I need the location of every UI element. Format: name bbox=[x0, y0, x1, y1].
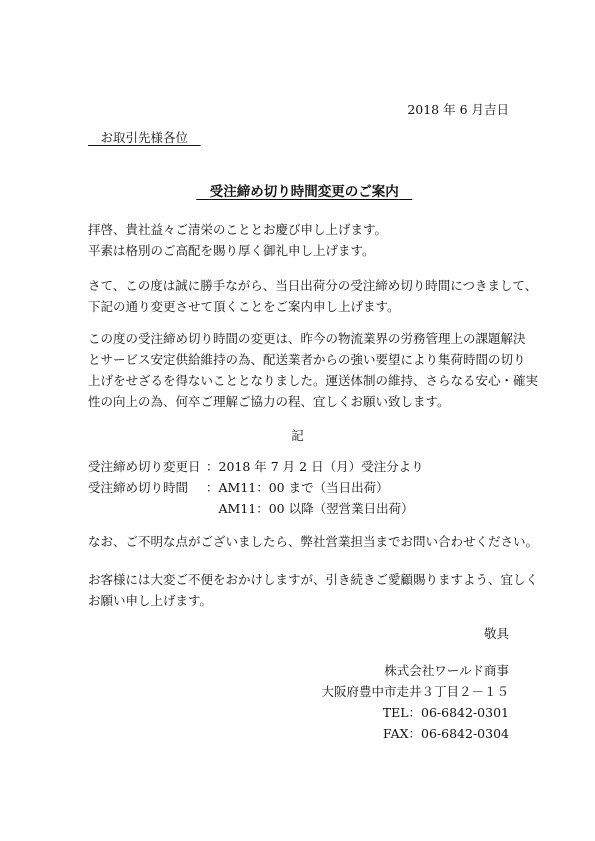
reason-line: 性の向上の為、何卒ご理解ご協力の程、宜しくお願い致します。 bbox=[88, 394, 450, 409]
company-fax: FAX：06-6842-0304 bbox=[383, 726, 509, 741]
company-address: 大阪府豊中市走井３丁目２－１５ bbox=[321, 684, 509, 699]
closing-line: お願い申し上げます。 bbox=[88, 593, 213, 608]
keigu: 敬具 bbox=[483, 626, 509, 641]
company-block bbox=[321, 660, 509, 744]
greeting-paragraph bbox=[88, 219, 387, 261]
change-date-row bbox=[88, 456, 424, 477]
intro-paragraph bbox=[88, 275, 537, 317]
cutoff-time-row-2 bbox=[88, 498, 424, 519]
closing-paragraph bbox=[88, 569, 538, 611]
document-title bbox=[0, 180, 595, 200]
document-title-text: 受注締め切り時間変更のご案内 bbox=[209, 184, 399, 200]
change-date-value: ：2018 年 7 月 2 日（月）受注分より bbox=[206, 459, 424, 474]
details-block bbox=[88, 456, 424, 519]
reason-line: この度の受注締め切り時間の変更は、昨今の物流業界の労務管理上の課題解決 bbox=[88, 331, 526, 346]
inquiry-line: なお、ご不明な点がございましたら、弊社営業担当までお問い合わせください。 bbox=[88, 534, 539, 549]
intro-line: さて、この度は誠に勝手ながら、当日出荷分の受注締め切り時間につきまして、 bbox=[88, 278, 538, 293]
company-name: 株式会社ワールド商事 bbox=[384, 663, 509, 678]
reason-line: とサービス安定供給維持の為、配送業者からの強い要望により集荷時間の切り bbox=[88, 352, 526, 367]
closing-line: お客様には大変ご不便をおかけしますが、引き続きご愛顧賜りますよう、宜しく bbox=[88, 572, 539, 587]
intro-line: 下記の通り変更させて頂くことをご案内申し上げます。 bbox=[88, 299, 400, 314]
cutoff-time-value-2: AM11：00 以降（翌営業日出荷） bbox=[218, 501, 414, 516]
greeting-line: 平素は格別のご高配を賜り厚く御礼申し上げます。 bbox=[88, 243, 375, 258]
cutoff-time-value-1: ：AM11：00 まで（当日出荷） bbox=[206, 480, 389, 495]
reason-paragraph bbox=[88, 328, 538, 412]
document-date: 2018 年 6 月吉日 bbox=[407, 102, 509, 117]
cutoff-time-label: 受注締め切り時間 bbox=[88, 480, 189, 495]
greeting-line: 拝啓、貴社益々ご清栄のこととお慶び申し上げます。 bbox=[88, 222, 388, 237]
cutoff-time-row bbox=[88, 477, 424, 498]
addressee bbox=[88, 128, 201, 146]
ki-heading: 記 bbox=[291, 428, 304, 443]
addressee-text: お取引先様各位 bbox=[100, 130, 189, 145]
reason-line: 上げをせざるを得ないこととなりました。運送体制の維持、さらなる安心・確実 bbox=[88, 373, 539, 388]
company-tel: TEL：06-6842-0301 bbox=[382, 705, 509, 720]
inquiry-paragraph bbox=[88, 531, 538, 552]
change-date-label: 受注締め切り変更日 bbox=[88, 459, 201, 474]
